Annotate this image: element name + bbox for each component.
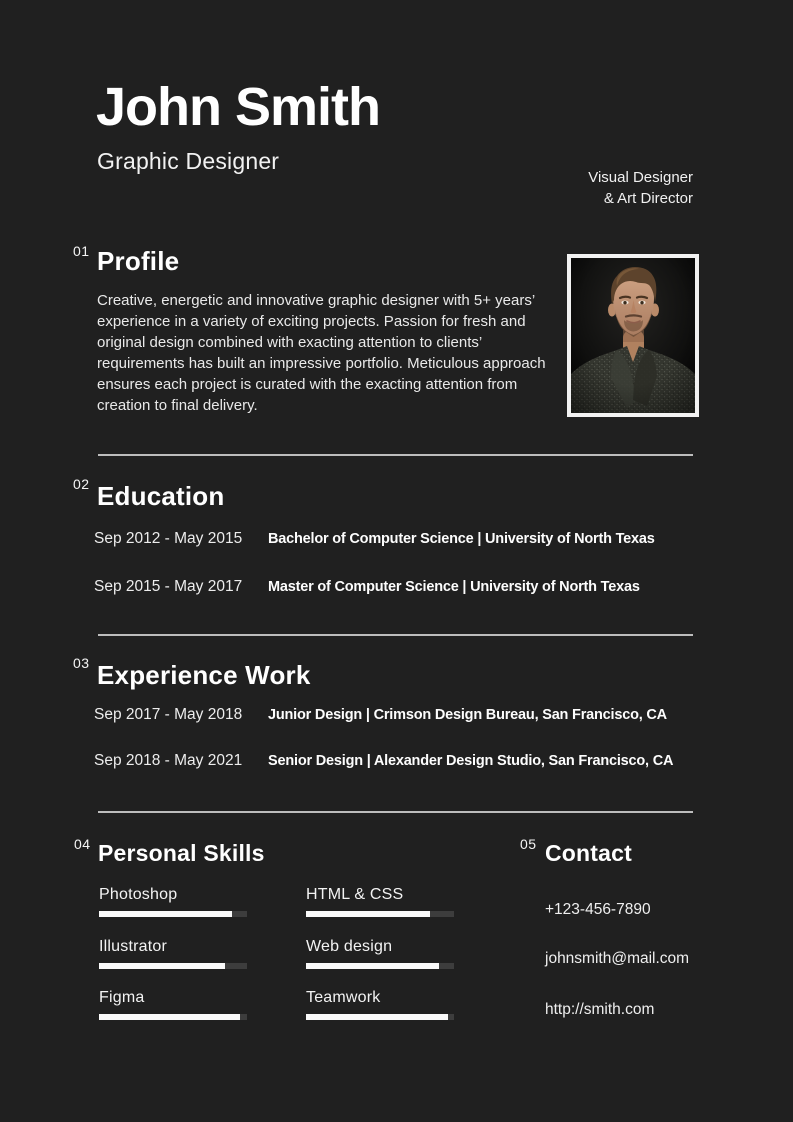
skill-bar-fill <box>99 963 225 969</box>
experience-dates: Sep 2017 - May 2018 <box>94 706 243 723</box>
section-title-contact: Contact <box>545 840 633 866</box>
education-dates: Sep 2015 - May 2017 <box>94 578 243 595</box>
skill-item <box>99 886 247 917</box>
tagline-line-2: & Art Director <box>603 190 693 207</box>
contact-phone: +123-456-7890 <box>545 901 651 918</box>
section-number-skills: 04 <box>74 836 91 852</box>
skill-item <box>306 938 454 969</box>
skill-label: HTML & CSS <box>306 886 404 903</box>
section-number-education: 02 <box>73 476 90 492</box>
skill-bar-fill <box>306 1014 448 1020</box>
skill-bar-track <box>99 963 247 969</box>
section-number-contact: 05 <box>520 836 537 852</box>
contact-website: http://smith.com <box>545 1001 655 1018</box>
section-divider <box>98 454 693 456</box>
skill-label: Figma <box>99 989 145 1006</box>
education-degree: Bachelor of Computer Science | University of North Texas <box>268 531 655 547</box>
skill-label: Teamwork <box>306 989 381 1006</box>
skill-item <box>99 938 247 969</box>
skill-bar-track <box>306 963 454 969</box>
section-title-experience: Experience Work <box>97 660 311 690</box>
contact-email: johnsmith@mail.com <box>545 950 690 967</box>
skill-bar-fill <box>99 1014 240 1020</box>
profile-summary: Creative, energetic and innovative graphic designer with 5+ years’ experience in a variety of exciting projects. Passion for fresh and original design combined with exacting attention to clients’ requirements has built an impressive portfolio. Meticulous approach ensures each project is curated with the exacting attention from creation to final delivery. <box>97 292 546 414</box>
skill-bar-track <box>99 911 247 917</box>
skill-bar-track <box>306 911 454 917</box>
experience-dates: Sep 2018 - May 2021 <box>94 752 243 769</box>
tagline <box>588 167 693 209</box>
skill-label: Photoshop <box>99 886 178 903</box>
section-divider <box>98 811 693 813</box>
profile-photo <box>567 254 699 417</box>
section-title-education: Education <box>97 481 225 511</box>
portrait-illustration <box>571 258 695 413</box>
skill-item <box>306 886 454 917</box>
experience-position: Senior Design | Alexander Design Studio, San Francisco, CA <box>268 753 674 769</box>
skill-bar-fill <box>306 963 439 969</box>
person-role: Graphic Designer <box>97 148 280 174</box>
section-divider <box>98 634 693 636</box>
education-dates: Sep 2012 - May 2015 <box>94 530 243 547</box>
skill-bar-track <box>306 1014 454 1020</box>
tagline-line-1: Visual Designer <box>588 169 693 186</box>
skill-label: Illustrator <box>99 938 167 955</box>
section-number-experience: 03 <box>73 655 90 671</box>
skill-item <box>306 989 454 1020</box>
section-number-profile: 01 <box>73 243 90 259</box>
skill-label: Web design <box>306 938 393 955</box>
skill-bar-fill <box>306 911 430 917</box>
experience-position: Junior Design | Crimson Design Bureau, San Francisco, CA <box>268 707 667 723</box>
section-title-skills: Personal Skills <box>98 840 265 866</box>
person-name: John Smith <box>96 77 380 137</box>
skill-item <box>99 989 247 1020</box>
section-title-profile: Profile <box>97 246 180 276</box>
skill-bar-track <box>99 1014 247 1020</box>
education-degree: Master of Computer Science | University of North Texas <box>268 579 640 595</box>
skill-bar-fill <box>99 911 232 917</box>
